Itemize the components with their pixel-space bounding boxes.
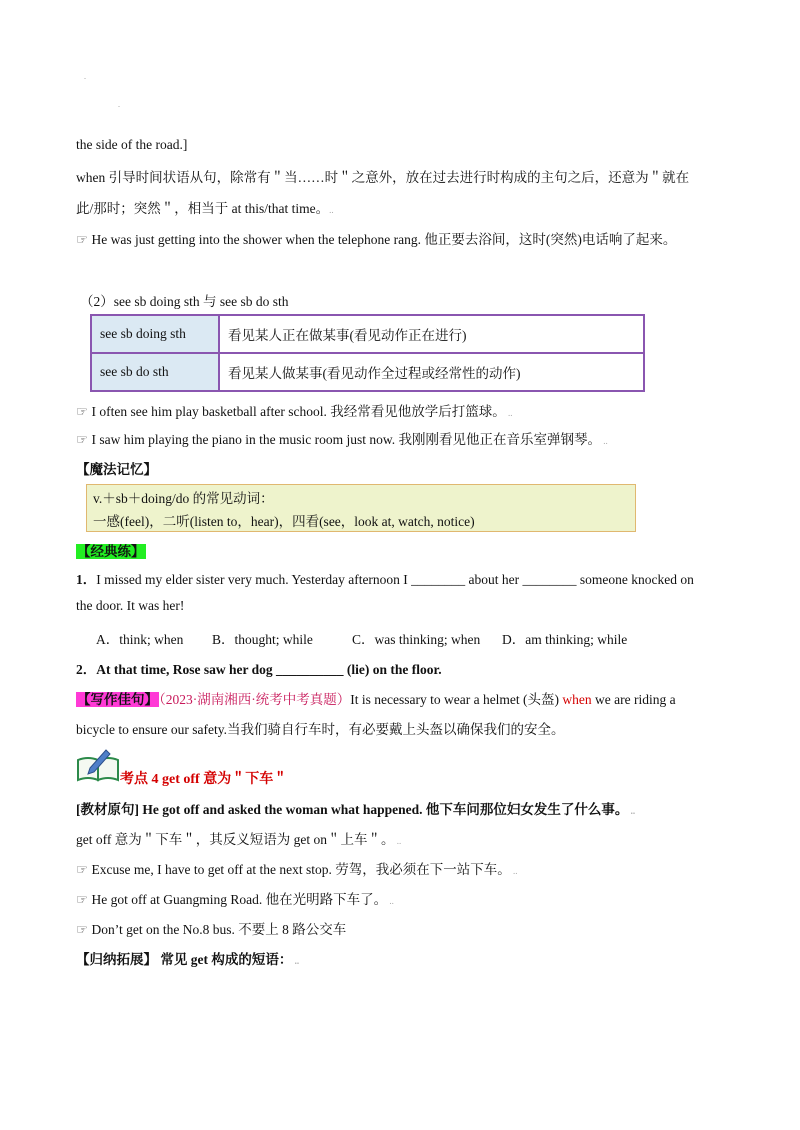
example-see-do: ☞ I often see him play basketball after school. 我经常看见他放学后打篮球。 .. <box>76 404 513 419</box>
memo-heading: 【魔法记忆】 <box>76 462 157 477</box>
highlight-word: when <box>562 692 592 707</box>
memo-line-1: v.＋sb＋doing/do 的常见动词： <box>93 491 274 506</box>
memo-box <box>86 484 636 532</box>
intro-line-1: the side of the road.] <box>76 137 188 152</box>
get-off-meaning: get off 意为＂下车＂，其反义短语为 get on＂上车＂。 .. <box>76 832 402 847</box>
comparison-table <box>90 314 645 392</box>
table-row <box>91 315 644 353</box>
summary-heading: 【归纳拓展】 常见 get 构成的短语： .. <box>76 952 300 967</box>
table-cell-value: 看见某人做某事(看见动作全过程或经常性的动作) <box>219 353 644 391</box>
point-4-title: 考点 4 get off 意为＂下车＂ <box>120 772 288 787</box>
practice-tag: 【经典练】 <box>77 544 145 559</box>
table-cell-value: 看见某人正在做某事(看见动作正在进行) <box>219 315 644 353</box>
writing-line-2: bicycle to ensure our safety.当我们骑自行车时，有必要戴上头盔以确保我们的安全。 <box>76 722 565 737</box>
question-2: 2．At that time, Rose saw her dog __________ (lie) on the floor. <box>76 662 442 677</box>
book-pencil-icon <box>76 748 120 782</box>
option-b: B．thought; while <box>212 632 313 647</box>
pointing-hand-icon: ☞ <box>76 404 89 419</box>
source-label: （2023·湖南湘西·统考中考真题） <box>159 692 351 707</box>
pointing-hand-icon: ☞ <box>76 432 89 447</box>
intro-line-2: when 引导时间状语从句，除常有＂当……时＂之意外，放在过去进行时构成的主句之后，还意为＂就在 <box>76 170 690 185</box>
question-1-continued: the door. It was her! <box>76 598 185 613</box>
stray-mark: . <box>118 100 120 109</box>
memo-line-2: 一感(feel)，二听(listen to，hear)，四看(see，look at, watch, notice) <box>93 514 475 529</box>
example-see-doing: ☞ I saw him playing the piano in the music room just now. 我刚刚看见他正在音乐室弹钢琴。 .. <box>76 432 608 447</box>
intro-line-3: 此/那时；突然＂，相当于 at this/that time。.. <box>76 201 334 216</box>
option-c: C．was thinking; when <box>352 632 481 647</box>
table-cell-key: see sb doing sth <box>91 315 219 353</box>
pointing-hand-icon: ☞ <box>76 892 89 907</box>
stray-mark: . <box>84 72 86 81</box>
writing-tag: 【写作佳句】 <box>77 692 158 707</box>
example-get-off-1: ☞ Excuse me, I have to get off at the next stop. 劳驾，我必须在下一站下车。 .. <box>76 862 518 877</box>
option-d: D．am thinking; while <box>502 632 628 647</box>
example-when: ☞ He was just getting into the shower when the telephone rang. 他正要去浴间，这时(突然)电话响了起来。 <box>76 232 677 247</box>
pointing-hand-icon: ☞ <box>76 232 89 247</box>
section-2-heading: （2）see sb doing sth 与 see sb do sth <box>80 294 289 309</box>
example-get-on: ☞ Don’t get on the No.8 bus. 不要上 8 路公交车 <box>76 922 347 937</box>
table-row <box>91 353 644 391</box>
writing-line-1: 【写作佳句】（2023·湖南湘西·统考中考真题）It is necessary to wear a helmet (头盔) when we are riding a <box>77 692 676 707</box>
question-1: 1．I missed my elder sister very much. Yesterday afternoon I ________ about her ________ someone knocked on <box>76 572 694 587</box>
example-get-off-2: ☞ He got off at Guangming Road. 他在光明路下车了。 .. <box>76 892 394 907</box>
option-a: A．think; when <box>96 632 184 647</box>
pointing-hand-icon: ☞ <box>76 862 89 877</box>
textbook-original: [教材原句] He got off and asked the woman what happened. 他下车问那位妇女发生了什么事。 .. <box>76 802 636 817</box>
pointing-hand-icon: ☞ <box>76 922 89 937</box>
answer-options <box>96 628 627 648</box>
table-cell-key: see sb do sth <box>91 353 219 391</box>
